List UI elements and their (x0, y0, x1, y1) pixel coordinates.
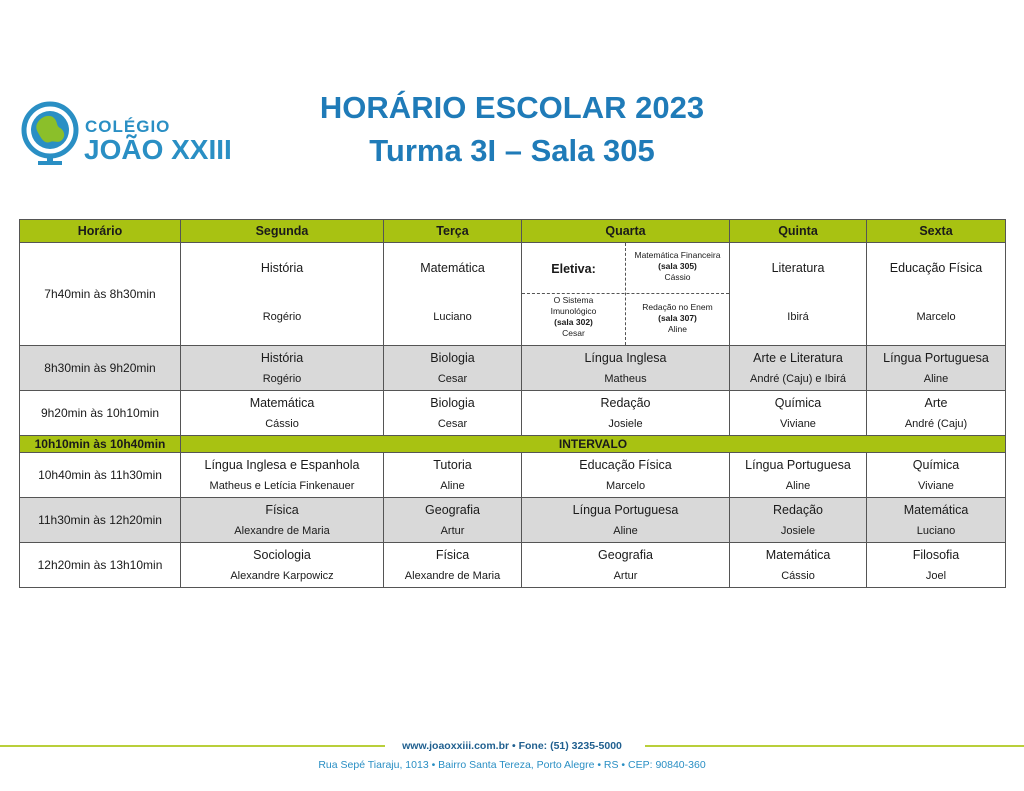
elective-title: Matemática Financeira (634, 250, 721, 260)
teacher: Matheus (604, 373, 647, 385)
subject: Matemática (420, 261, 485, 275)
subject: Língua Inglesa (584, 351, 667, 365)
teacher: Rogério (262, 311, 302, 323)
teacher: Alexandre de Maria (234, 525, 330, 537)
break-time: 10h10min às 10h40min (20, 436, 181, 453)
teacher: Josiele (780, 525, 816, 537)
schedule-cell (867, 391, 1006, 436)
schedule-cell (384, 243, 522, 346)
schedule-cell (867, 543, 1006, 588)
subject: Biologia (430, 351, 475, 365)
time-cell: 7h40min às 8h30min (20, 243, 181, 346)
elective-title: O Sistema (553, 295, 594, 305)
teacher: Luciano (916, 525, 956, 537)
table-row (20, 453, 1006, 498)
schedule-cell (730, 543, 867, 588)
teacher: Joel (925, 570, 947, 582)
teacher: Luciano (433, 311, 472, 323)
schedule-cell (522, 498, 730, 543)
schedule-table (19, 219, 1006, 588)
time-cell: 12h20min às 13h10min (20, 543, 181, 588)
table-row (20, 543, 1006, 588)
subject: Educação Física (579, 458, 672, 472)
schedule-cell (384, 346, 522, 391)
subject: Tutoria (433, 458, 472, 472)
teacher: Cássio (265, 418, 299, 430)
schedule-cell (730, 391, 867, 436)
elective-teacher: Cesar (562, 328, 585, 338)
globe-icon (20, 96, 86, 168)
teacher: Ibirá (787, 311, 809, 323)
table-row (20, 391, 1006, 436)
teacher: Viviane (918, 480, 954, 492)
header-horario: Horário (20, 220, 181, 243)
schedule-cell (522, 453, 730, 498)
teacher: André (Caju) e Ibirá (750, 373, 846, 385)
break-row (20, 436, 1006, 453)
elective-label: Eletiva: (551, 262, 596, 276)
teacher: Matheus e Letícia Finkenauer (209, 480, 355, 492)
subject: Física (435, 548, 470, 562)
elective-teacher: Aline (668, 324, 687, 334)
teacher: Artur (613, 570, 638, 582)
footer-contact: www.joaoxxiii.com.br • Fone: (51) 3235-5000 (402, 740, 622, 752)
subject: Arte (924, 396, 948, 410)
elective-option-immune (522, 295, 625, 339)
schedule-cell (522, 391, 730, 436)
elective-option-enem (626, 302, 729, 335)
subject: Química (774, 396, 822, 410)
page-title: HORÁRIO ESCOLAR 2023 (319, 90, 705, 125)
table-header-row (20, 220, 1006, 243)
elective-room: (sala 307) (658, 313, 697, 323)
teacher: Aline (613, 525, 638, 537)
teacher: Cássio (781, 570, 815, 582)
wednesday-elective-cell (522, 243, 730, 346)
subject: História (260, 261, 304, 275)
table-row (20, 346, 1006, 391)
schedule-cell (181, 543, 384, 588)
schedule-cell (384, 543, 522, 588)
schedule-cell (181, 498, 384, 543)
teacher: Artur (440, 525, 465, 537)
subject: Biologia (430, 396, 475, 410)
teacher: Rogério (262, 373, 302, 385)
subject: Língua Portuguesa (745, 458, 851, 472)
subject: História (260, 351, 304, 365)
table-row (20, 498, 1006, 543)
subject: Química (912, 458, 960, 472)
time-cell: 9h20min às 10h10min (20, 391, 181, 436)
schedule-cell (867, 346, 1006, 391)
schedule-cell (384, 453, 522, 498)
teacher: André (Caju) (904, 418, 968, 430)
elective-option-math (626, 250, 729, 283)
subject: Literatura (771, 261, 825, 275)
teacher: Cesar (437, 418, 468, 430)
teacher: Marcelo (916, 311, 956, 323)
schedule-cell (730, 453, 867, 498)
subject: Redação (600, 396, 651, 410)
subject: Geografia (598, 548, 653, 562)
schedule-cell (384, 498, 522, 543)
teacher: Cesar (437, 373, 468, 385)
teacher: Alexandre Karpowicz (230, 570, 334, 582)
schedule-cell (181, 391, 384, 436)
header-quinta: Quinta (730, 220, 867, 243)
subject: Física (265, 503, 299, 517)
schedule-cell (730, 243, 867, 346)
teacher: Josiele (608, 418, 643, 430)
teacher: Aline (923, 373, 949, 385)
teacher: Viviane (780, 418, 816, 430)
subject: Filosofia (912, 548, 960, 562)
schedule-cell (730, 498, 867, 543)
teacher: Alexandre de Maria (404, 570, 501, 582)
header-segunda: Segunda (181, 220, 384, 243)
time-cell: 10h40min às 11h30min (20, 453, 181, 498)
logo-line1: COLÉGIO (85, 117, 171, 136)
elective-room: (sala 302) (554, 317, 593, 327)
subject: Língua Portuguesa (883, 351, 989, 365)
schedule-cell (181, 346, 384, 391)
header-terca: Terça (384, 220, 522, 243)
schedule-cell (522, 346, 730, 391)
elective-title: Imunológico (550, 306, 597, 316)
subject: Matemática (903, 503, 969, 517)
footer-address: Rua Sepé Tiaraju, 1013 • Bairro Santa Tereza, Porto Alegre • RS • CEP: 90840-360 (318, 759, 706, 771)
subject: Redação (772, 503, 824, 517)
elective-teacher: Cássio (664, 272, 691, 282)
break-label: INTERVALO (181, 436, 1006, 453)
schedule-cell (730, 346, 867, 391)
teacher: Aline (440, 480, 465, 492)
teacher: Marcelo (605, 480, 646, 492)
logo-line2: JOÃO XXIII (84, 134, 232, 165)
subject: Língua Portuguesa (572, 503, 679, 517)
schedule-cell (522, 543, 730, 588)
schedule-cell (867, 243, 1006, 346)
time-cell: 8h30min às 9h20min (20, 346, 181, 391)
schedule-cell (181, 243, 384, 346)
table-row (20, 243, 1006, 346)
subject: Geografia (425, 503, 480, 517)
subject: Matemática (249, 396, 315, 410)
schedule-cell (867, 453, 1006, 498)
schedule-cell (384, 391, 522, 436)
elective-title: Redação no Enem (642, 302, 713, 312)
teacher: Aline (785, 480, 811, 492)
page-subtitle: Turma 3I – Sala 305 (369, 133, 655, 168)
header-sexta: Sexta (867, 220, 1006, 243)
schedule-cell (867, 498, 1006, 543)
header-quarta: Quarta (522, 220, 730, 243)
subject: Matemática (765, 548, 831, 562)
subject: Arte e Literatura (753, 351, 843, 365)
elective-room: (sala 305) (658, 261, 697, 271)
schedule-cell (181, 453, 384, 498)
subject: Educação Física (889, 261, 983, 275)
time-cell: 11h30min às 12h20min (20, 498, 181, 543)
subject: Língua Inglesa e Espanhola (204, 458, 360, 472)
subject: Sociologia (253, 548, 311, 562)
